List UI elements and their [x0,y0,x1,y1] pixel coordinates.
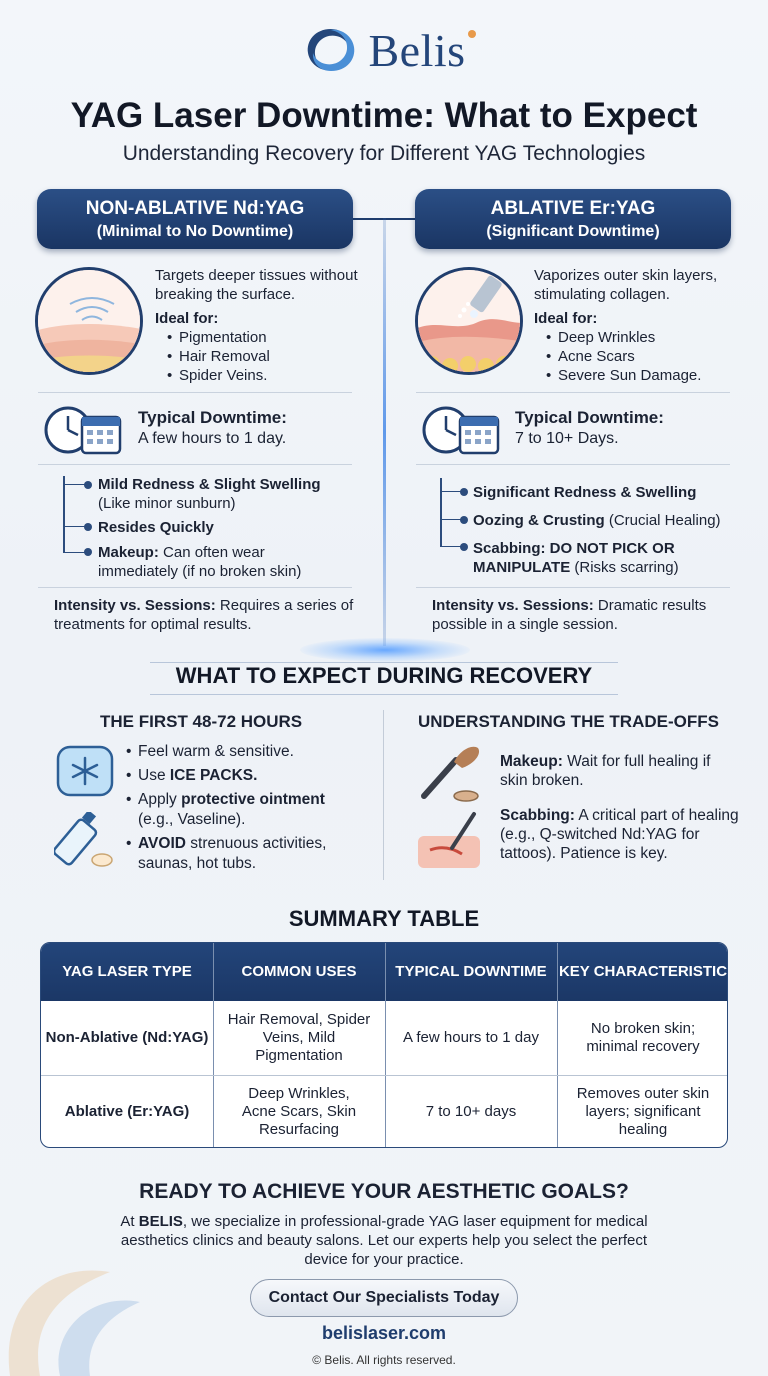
right-downtime-value: 7 to 10+ Days. [515,430,619,447]
effect-text: Can often wear immediately (if no broken skin) [98,544,302,580]
right-downtime-title: Typical Downtime: [515,408,664,427]
timeline-branch [63,484,85,485]
contact-specialists-button[interactable]: Contact Our Specialists Today [250,1279,518,1317]
website-link[interactable]: belislaser.com [321,1323,447,1343]
divider [38,587,352,588]
right-intensity [432,596,732,634]
table-cell: Ablative (Er:YAG) [64,1103,190,1120]
right-effect-1 [473,483,743,502]
table-cell: Hair Removal, Spider Veins, Mild Pigmentation [227,1011,371,1064]
left-intensity [54,596,354,634]
effect-bold: Oozing & Crusting [473,512,605,529]
laser-vaporize-illustration [415,267,523,375]
ablative-description [534,266,754,385]
page-title: YAG Laser Downtime: What to Expect [70,96,698,135]
effect-bold: Resides Quickly [98,519,214,536]
item-text: Use [138,767,170,784]
cta-brand: BELIS [138,1213,183,1230]
left-downtime-value: A few hours to 1 day. [138,430,287,447]
cta-text: , we specialize in professional-grade YAG laser equipment for medical aesthetics clinics and beauty salons. Let our experts help you select the perfect device for your practice. [120,1213,648,1268]
skin-layers-illustration [35,267,143,375]
timeline-branch [440,491,462,492]
divider [150,694,618,695]
brand-dot-icon [468,30,476,38]
table-cell: Deep Wrinkles, Acne Scars, Skin Resurfacing [241,1085,357,1138]
brand-logo [0,22,768,78]
ablative-title: ABLATIVE Er:YAG [490,198,656,219]
ideal-for-label: Ideal for: [534,310,598,327]
makeup-brush-icon [416,742,486,804]
divider [38,464,352,465]
ablative-desc-text: Vaporizes outer skin layers, stimulating collagen. [534,267,718,303]
table-divider [213,943,214,1148]
summary-table [40,942,728,1148]
ablative-header [415,189,731,249]
timeline-dot [84,481,92,489]
timeline-branch [63,526,85,527]
divider [416,392,730,393]
ablative-subtitle: (Significant Downtime) [486,223,660,240]
effect-text: (Crucial Healing) [608,512,721,529]
clock-calendar-icon [42,403,124,457]
recovery-title: WHAT TO EXPECT DURING RECOVERY [175,663,593,688]
cta-title: READY TO ACHIEVE YOUR AESTHETIC GOALS? [139,1180,629,1203]
timeline-branch [63,552,85,553]
list-item [124,742,364,762]
list-item: • Acne Scars [544,347,754,366]
item-bold: protective ointment [181,791,325,808]
timeline-dot [84,548,92,556]
intensity-text: Dramatic results possible in a single session. [432,597,707,633]
timeline-dot [460,516,468,524]
divider [416,464,730,465]
trade-bold: Makeup: [500,753,563,770]
ideal-for-label: Ideal for: [155,310,219,327]
table-cell: No broken skin; minimal recovery [586,1020,700,1055]
table-divider [385,943,386,1148]
cta-body [100,1212,668,1269]
effect-bold: Mild Redness & Slight Swelling [98,476,321,493]
first-hours-title: THE FIRST 48-72 HOURS [100,712,303,731]
clock-calendar-icon [420,403,502,457]
item-bold: AVOID [138,835,186,852]
timeline-dot [84,523,92,531]
left-effect-3 [98,543,348,581]
table-divider [557,943,558,1148]
non-ablative-desc-text: Targets deeper tissues without breaking the surface. [155,267,358,303]
column-divider [383,218,386,646]
brand-name: Belis [368,24,465,77]
header-cell: KEY CHARACTERISTIC [558,963,728,980]
list-item: • Severe Sun Damage. [544,366,754,385]
left-downtime-title: Typical Downtime: [138,408,287,427]
left-effect-2 [98,518,348,537]
scab-skin-icon [416,810,482,870]
left-effect-1 [98,475,348,513]
page-subtitle: Understanding Recovery for Different YAG Technologies [122,142,646,165]
ointment-tube-icon [54,812,116,870]
list-item [124,766,364,786]
item-text: (e.g., Vaseline). [138,811,246,828]
recovery-divider [383,710,384,880]
cta-text: At [120,1213,139,1230]
timeline-branch [440,519,462,520]
non-ablative-header [37,189,353,249]
effect-text: (Like minor sunburn) [98,495,236,512]
table-divider [41,1075,728,1076]
intensity-label: Intensity vs. Sessions: [432,597,594,614]
item-text: strenuous activities, saunas, hot tubs. [138,835,327,872]
item-text: Apply [138,791,182,808]
right-timeline-line [440,478,442,546]
list-item: • Spider Veins. [165,366,375,385]
intensity-text: Requires a series of treatments for optimal results. [54,597,354,633]
trade-scabbing [500,806,745,863]
non-ablative-subtitle: (Minimal to No Downtime) [96,223,294,240]
intensity-label: Intensity vs. Sessions: [54,597,216,614]
timeline-dot [460,543,468,551]
swirl-logo-icon [302,25,360,75]
timeline-dot [460,488,468,496]
list-item [124,790,364,830]
table-cell: Removes outer skin layers; significant healing [576,1085,710,1138]
trade-text: Wait for full healing if skin broken. [500,753,711,789]
effect-bold: Scabbing: DO NOT PICK OR MANIPULATE [473,540,675,576]
list-item: • Deep Wrinkles [544,328,754,347]
effect-bold: Makeup: [98,544,159,561]
right-effect-3 [473,539,723,577]
header-cell: TYPICAL DOWNTIME [395,963,547,980]
item-text: Feel warm & sensitive. [138,743,294,760]
right-effect-2 [473,511,743,530]
first-hours-list [124,742,364,874]
timeline-branch [440,546,462,547]
table-cell: Non-Ablative (Nd:YAG) [45,1029,209,1046]
item-bold: ICE PACKS. [169,767,258,784]
list-item: • Hair Removal [165,347,375,366]
effect-bold: Significant Redness & Swelling [473,484,697,501]
header-cell: YAG LASER TYPE [62,963,192,980]
divider [416,587,730,588]
list-item [124,834,364,874]
trade-makeup [500,752,740,790]
header-cell: COMMON USES [241,963,357,980]
left-timeline-line [63,476,65,553]
summary-title: SUMMARY TABLE [288,906,480,931]
trade-text: A critical part of healing (e.g., Q-switched Nd:YAG for tattoos). Patience is key. [500,807,739,862]
non-ablative-title: NON-ABLATIVE Nd:YAG [85,198,305,219]
non-ablative-description [155,266,375,385]
table-cell: A few hours to 1 day [403,1029,539,1046]
trade-bold: Scabbing: [500,807,575,824]
table-cell: 7 to 10+ days [425,1103,517,1120]
ice-pack-icon [54,743,116,799]
list-item: • Pigmentation [165,328,375,347]
trade-offs-title: UNDERSTANDING THE TRADE-OFFS [418,712,719,731]
divider [38,392,352,393]
copyright: © Belis. All rights reserved. [312,1353,456,1367]
effect-text: (Risks scarring) [574,559,679,576]
divider-glow [300,638,470,662]
